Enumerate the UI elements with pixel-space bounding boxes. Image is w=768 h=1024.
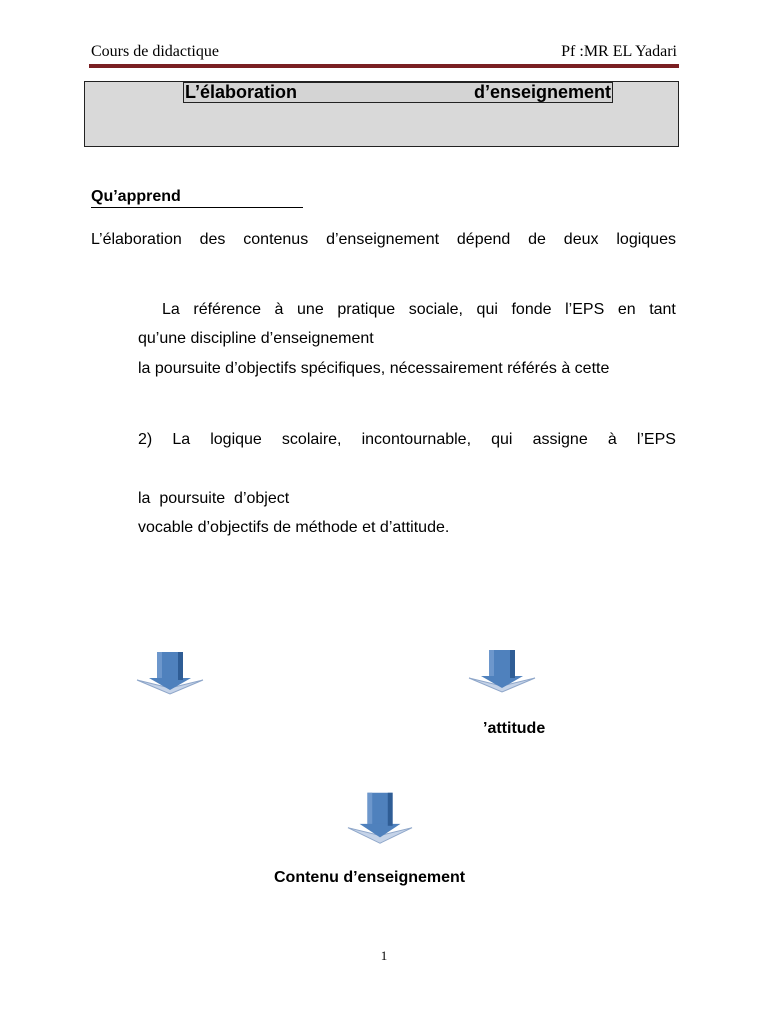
page-number: 1 <box>380 948 388 963</box>
word: La <box>162 301 180 318</box>
word: incontournable, <box>361 431 472 448</box>
attitude-label: ’attitude <box>483 720 546 737</box>
intro-line <box>91 230 676 250</box>
word: La <box>172 431 191 448</box>
word: des <box>199 231 226 248</box>
word: logique <box>210 431 262 448</box>
word: dépend <box>456 231 511 248</box>
word: deux <box>563 231 599 248</box>
item1-line1 <box>162 300 676 320</box>
header-author: Pf :MR EL Yadari <box>561 43 677 60</box>
content-label: Contenu d’enseignement <box>274 869 466 886</box>
word: qui <box>491 431 513 448</box>
word: L’élaboration <box>91 231 182 248</box>
word: assigne <box>532 431 588 448</box>
item1-line2: qu’une discipline d’enseignement <box>138 330 374 347</box>
word: qui <box>476 301 498 318</box>
title-word-1: L’élaboration <box>185 82 298 102</box>
word: l’EPS <box>565 301 605 318</box>
title-word-2: d’enseignement <box>473 82 611 102</box>
header-rule <box>89 64 679 68</box>
word: référence <box>193 301 261 318</box>
word: 2) <box>138 431 153 448</box>
down-arrow-icon-right <box>467 648 537 694</box>
word: à <box>607 431 617 448</box>
page-title <box>183 82 613 103</box>
section-heading: Qu’apprend <box>91 188 303 208</box>
word: tant <box>649 301 676 318</box>
word: scolaire, <box>281 431 342 448</box>
word: logiques <box>616 231 676 248</box>
item2-line1 <box>138 430 676 450</box>
word: une <box>297 301 324 318</box>
word: pratique <box>337 301 396 318</box>
header-course-title: Cours de didactique <box>91 43 219 60</box>
word: de <box>528 231 546 248</box>
item2-line3: vocable d’objectifs de méthode et d’attitude. <box>138 519 450 536</box>
word: contenus <box>243 231 309 248</box>
word: fonde <box>511 301 552 318</box>
word: sociale, <box>408 301 463 318</box>
word: d’enseignement <box>326 231 440 248</box>
down-arrow-icon-center <box>346 790 414 846</box>
word: à <box>274 301 284 318</box>
item2-line2: la poursuite d’object <box>138 490 290 507</box>
word: l’EPS <box>636 431 676 448</box>
word: en <box>617 301 636 318</box>
down-arrow-icon-left <box>135 650 205 696</box>
item1-line3: la poursuite d’objectifs spécifiques, nécessairement référés à cette <box>138 360 610 377</box>
